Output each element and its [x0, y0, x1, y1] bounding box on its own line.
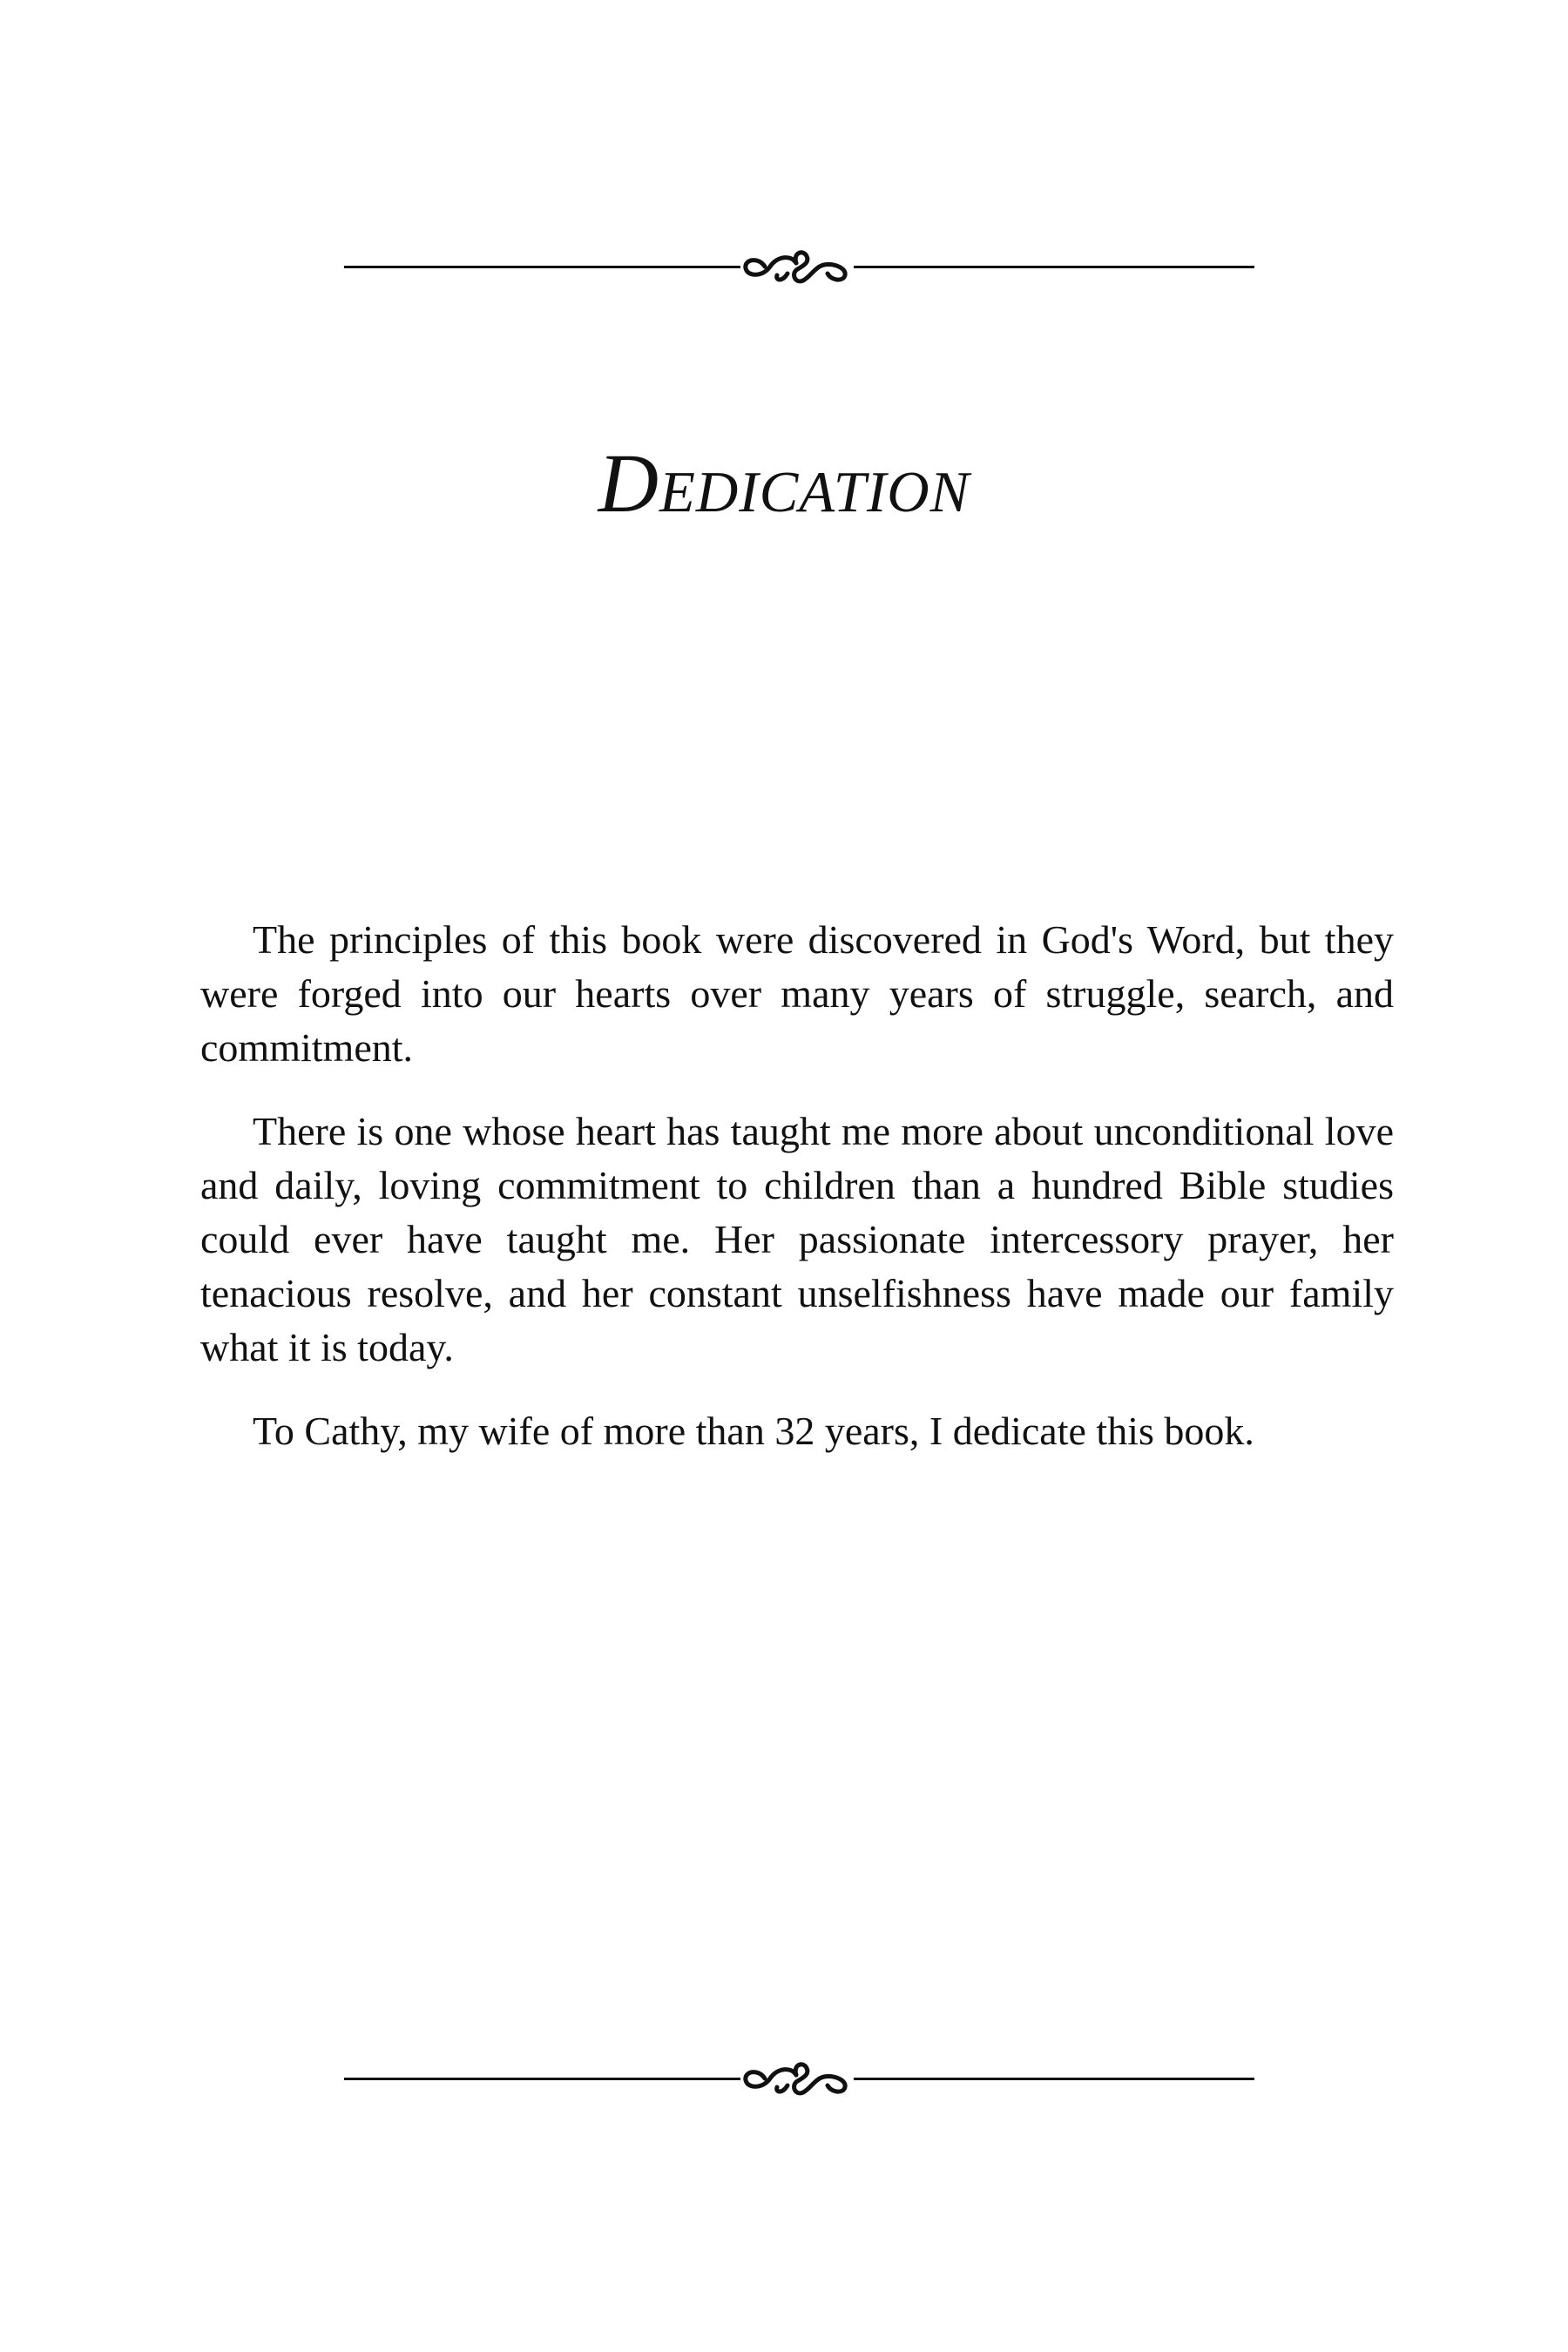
paragraph-2: There is one whose heart has taught me more about unconditional love and daily, loving commitment to children than a hundred Bible studies could ever have taught me. Her passionate intercessory prayer, her tenacious resolve, and her constant unselfishness have made our family what it is today. [200, 1109, 1394, 1369]
divider-line-left [344, 2078, 740, 2080]
divider-line-left [344, 266, 740, 268]
flourish-ornament-icon [740, 240, 854, 293]
divider-line-right [854, 2078, 1254, 2080]
bottom-ornament-divider [344, 2052, 1254, 2105]
divider-line-right [854, 266, 1254, 268]
flourish-ornament-icon [740, 2052, 854, 2105]
paragraph-3: To Cathy, my wife of more than 32 years, I dedicate this book. [253, 1409, 1254, 1453]
page-title: Dedication [598, 436, 970, 530]
dedication-body [200, 913, 1394, 1488]
top-ornament-divider [344, 240, 1254, 293]
paragraph-1: The principles of this book were discovered in God's Word, but they were forged into our hearts over many years of struggle, search, and commitment. [200, 917, 1394, 1070]
